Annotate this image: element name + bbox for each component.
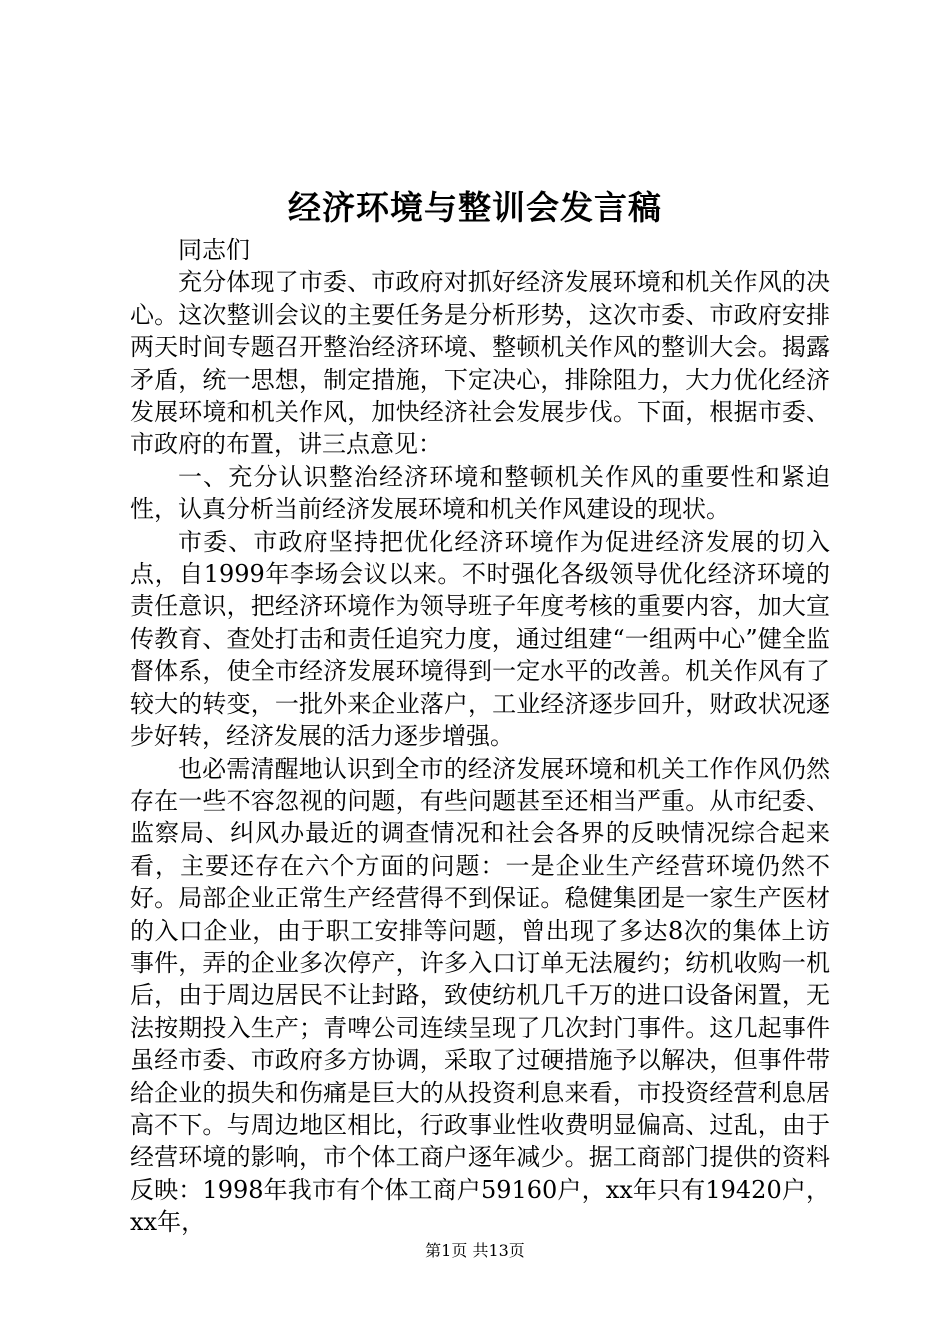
- body-paragraph: 一、充分认识整治经济环境和整顿机关作风的重要性和紧迫性，认真分析当前经济发展环境和机关作风建设的现状。: [130, 462, 830, 524]
- page-footer: 第1页 共13页: [425, 1241, 525, 1260]
- salutation-paragraph: 同志们: [178, 236, 250, 264]
- body-paragraph: 充分体现了市委、市政府对抓好经济发展环境和机关作风的决心。这次整训会议的主要任务是分析形势，这次市委、市政府安排两天时间专题召开整治经济环境、整顿机关作风的整训大会。揭露矛盾，统一思想，制定措施，下定决心，排除阻力，大力优化经济发展环境和机关作风，加快经济社会发展步伐。下面，根据市委、市政府的布置，讲三点意见：: [130, 268, 830, 459]
- document-title: 经济环境与整训会发言稿: [288, 188, 662, 227]
- body-paragraph: 也必需清醒地认识到全市的经济发展环境和机关工作作风仍然存在一些不容忽视的问题，有些问题甚至还相当严重。从市纪委、监察局、纠风办最近的调查情况和社会各界的反映情况综合起来看，主要还存在六个方面的问题：一是企业生产经营环境仍然不好。局部企业正常生产经营得不到保证。稳健集团是一家生产医材的入口企业，由于职工安排等问题，曾出现了多达8次的集体上访事件，弄的企业多次停产，许多入口订单无法履约；纺机收购一机后，由于周边居民不让封路，致使纺机几千万的进口设备闲置，无法按期投入生产；青啤公司连续呈现了几次封门事件。这几起事件虽经市委、市政府多方协调，采取了过硬措施予以解决，但事件带给企业的损失和伤痛是巨大的从投资利息来看，市投资经营利息居高不下。与周边地区相比，行政事业性收费明显偏高、过乱，由于经营环境的影响，市个体工商户逐年减少。据工商部门提供的资料反映：1998年我市有个体工商户59160户，xx年只有19420户，xx年，: [130, 754, 830, 1237]
- body-paragraph: 市委、市政府坚持把优化经济环境作为促进经济发展的切入点，自1999年李场会议以来。不时强化各级领导优化经济环境的责任意识，把经济环境作为领导班子年度考核的重要内容，加大宣传教育、查处打击和责任追究力度，通过组建“一组两中心”健全监督体系，使全市经济发展环境得到一定水平的改善。机关作风有了较大的转变，一批外来企业落户，工业经济逐步回升，财政状况逐步好转，经济发展的活力逐步增强。: [130, 527, 830, 751]
- document-body: [130, 234, 830, 1239]
